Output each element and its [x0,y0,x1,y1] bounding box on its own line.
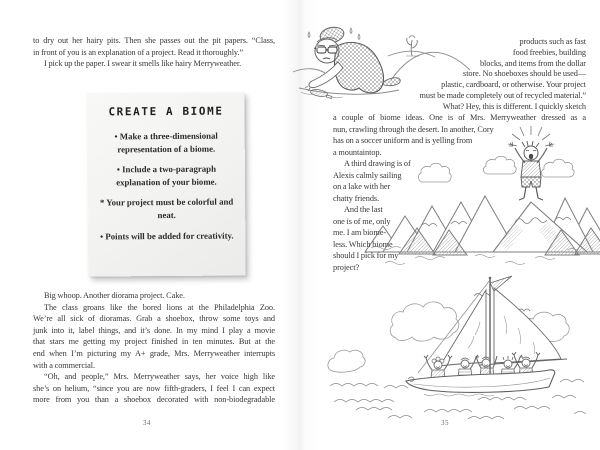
illustration-sailboat-lake [328,266,600,424]
text-line: has on a soccer uniform and is yelling from [333,136,473,145]
text-line: a mountaintop. [333,147,382,157]
assignment-sheet-bullets [99,130,235,243]
text-line: that stars me getting my project finished in ten minutes. But at the [33,337,275,347]
text-line: in front of you is an explanation of a project. Read it thoroughly.” [33,47,244,57]
text-line: with a commercial. [33,360,95,370]
text-line: end when I’m picturing my A+ grade, Mrs. Merryweather interrupts [33,348,275,358]
text-line: products such as fast [519,37,586,46]
list-item: • Points will be added for creativity. [100,230,234,242]
text-line: chatty friends. [333,193,380,203]
text-line: less. Which biome [333,239,393,249]
list-item: • Make a three-dimensional representation of a biome. [114,130,218,154]
page-number-right: 35 [441,419,449,427]
page-number-left: 34 [143,419,151,427]
text-line: project? [333,262,360,272]
text-line: Big whoop. Another diorama project. Cake. [44,291,185,300]
text-line: And the last [344,205,383,214]
text-line: plastic, cardboard, or otherwise. Your project [441,80,586,90]
assignment-sheet [87,92,245,276]
text-line: on a lake with her [333,182,391,191]
left-page-body-paragraphs [33,290,275,406]
assignment-sheet-title: CREATE A BIOME [108,104,224,119]
text-line: nun, crawling through the desert. In another, Cory [333,124,494,134]
right-page-column-paragraphs [333,112,586,273]
text-line: one is of me, only [333,216,391,226]
text-line: junk into it, label things, and it’s done. In my mind I play a movie [33,325,275,335]
list-item: • Include a two-paragraph explanation of your biome. [116,163,217,188]
left-page-intro-paragraph [33,35,275,70]
text-line: blocks, and items from the dollar [479,58,586,68]
text-line: food freebies, building [512,47,586,57]
text-line: me. I am biome- [333,228,387,237]
text-line: We’re all sick of dioramas. Grab a shoebox, throw some toys and [33,314,275,324]
text-line: she’s on helium, “since you are now fifth-graders, I feel I can expect [33,383,275,393]
text-line: A third drawing is of [344,159,411,168]
text-line: should I pick for my [333,251,399,260]
text-line: The class groans like the bored lions at the Philadelphia Zoo. [44,302,275,312]
text-line: more from you than a shoebox decorated with non-biodegradable [33,395,275,405]
text-line: I pick up the paper. I swear it smells like hairy Merryweather. [44,59,242,69]
text-line: What? Hey, this is different. I quickly sketch [442,101,586,111]
text-line: “Oh, and people,” Mrs. Merryweather says, her voice high like [44,372,275,382]
list-item: * Your project must be colorful and neat. [99,196,234,221]
text-line: store. No shoeboxes should be used— [463,69,586,79]
text-line: to dry out her hairy pits. Then she passes out the pit papers. “Class, [33,36,275,45]
right-page-wrap-paragraph [300,37,586,113]
text-line: must be made completely out of recycled material.” [419,90,586,100]
text-line: Alexis calmly sailing [333,170,402,180]
text-line: a couple of biome ideas. One is of Mrs. Merryweather dressed as a [333,113,586,122]
